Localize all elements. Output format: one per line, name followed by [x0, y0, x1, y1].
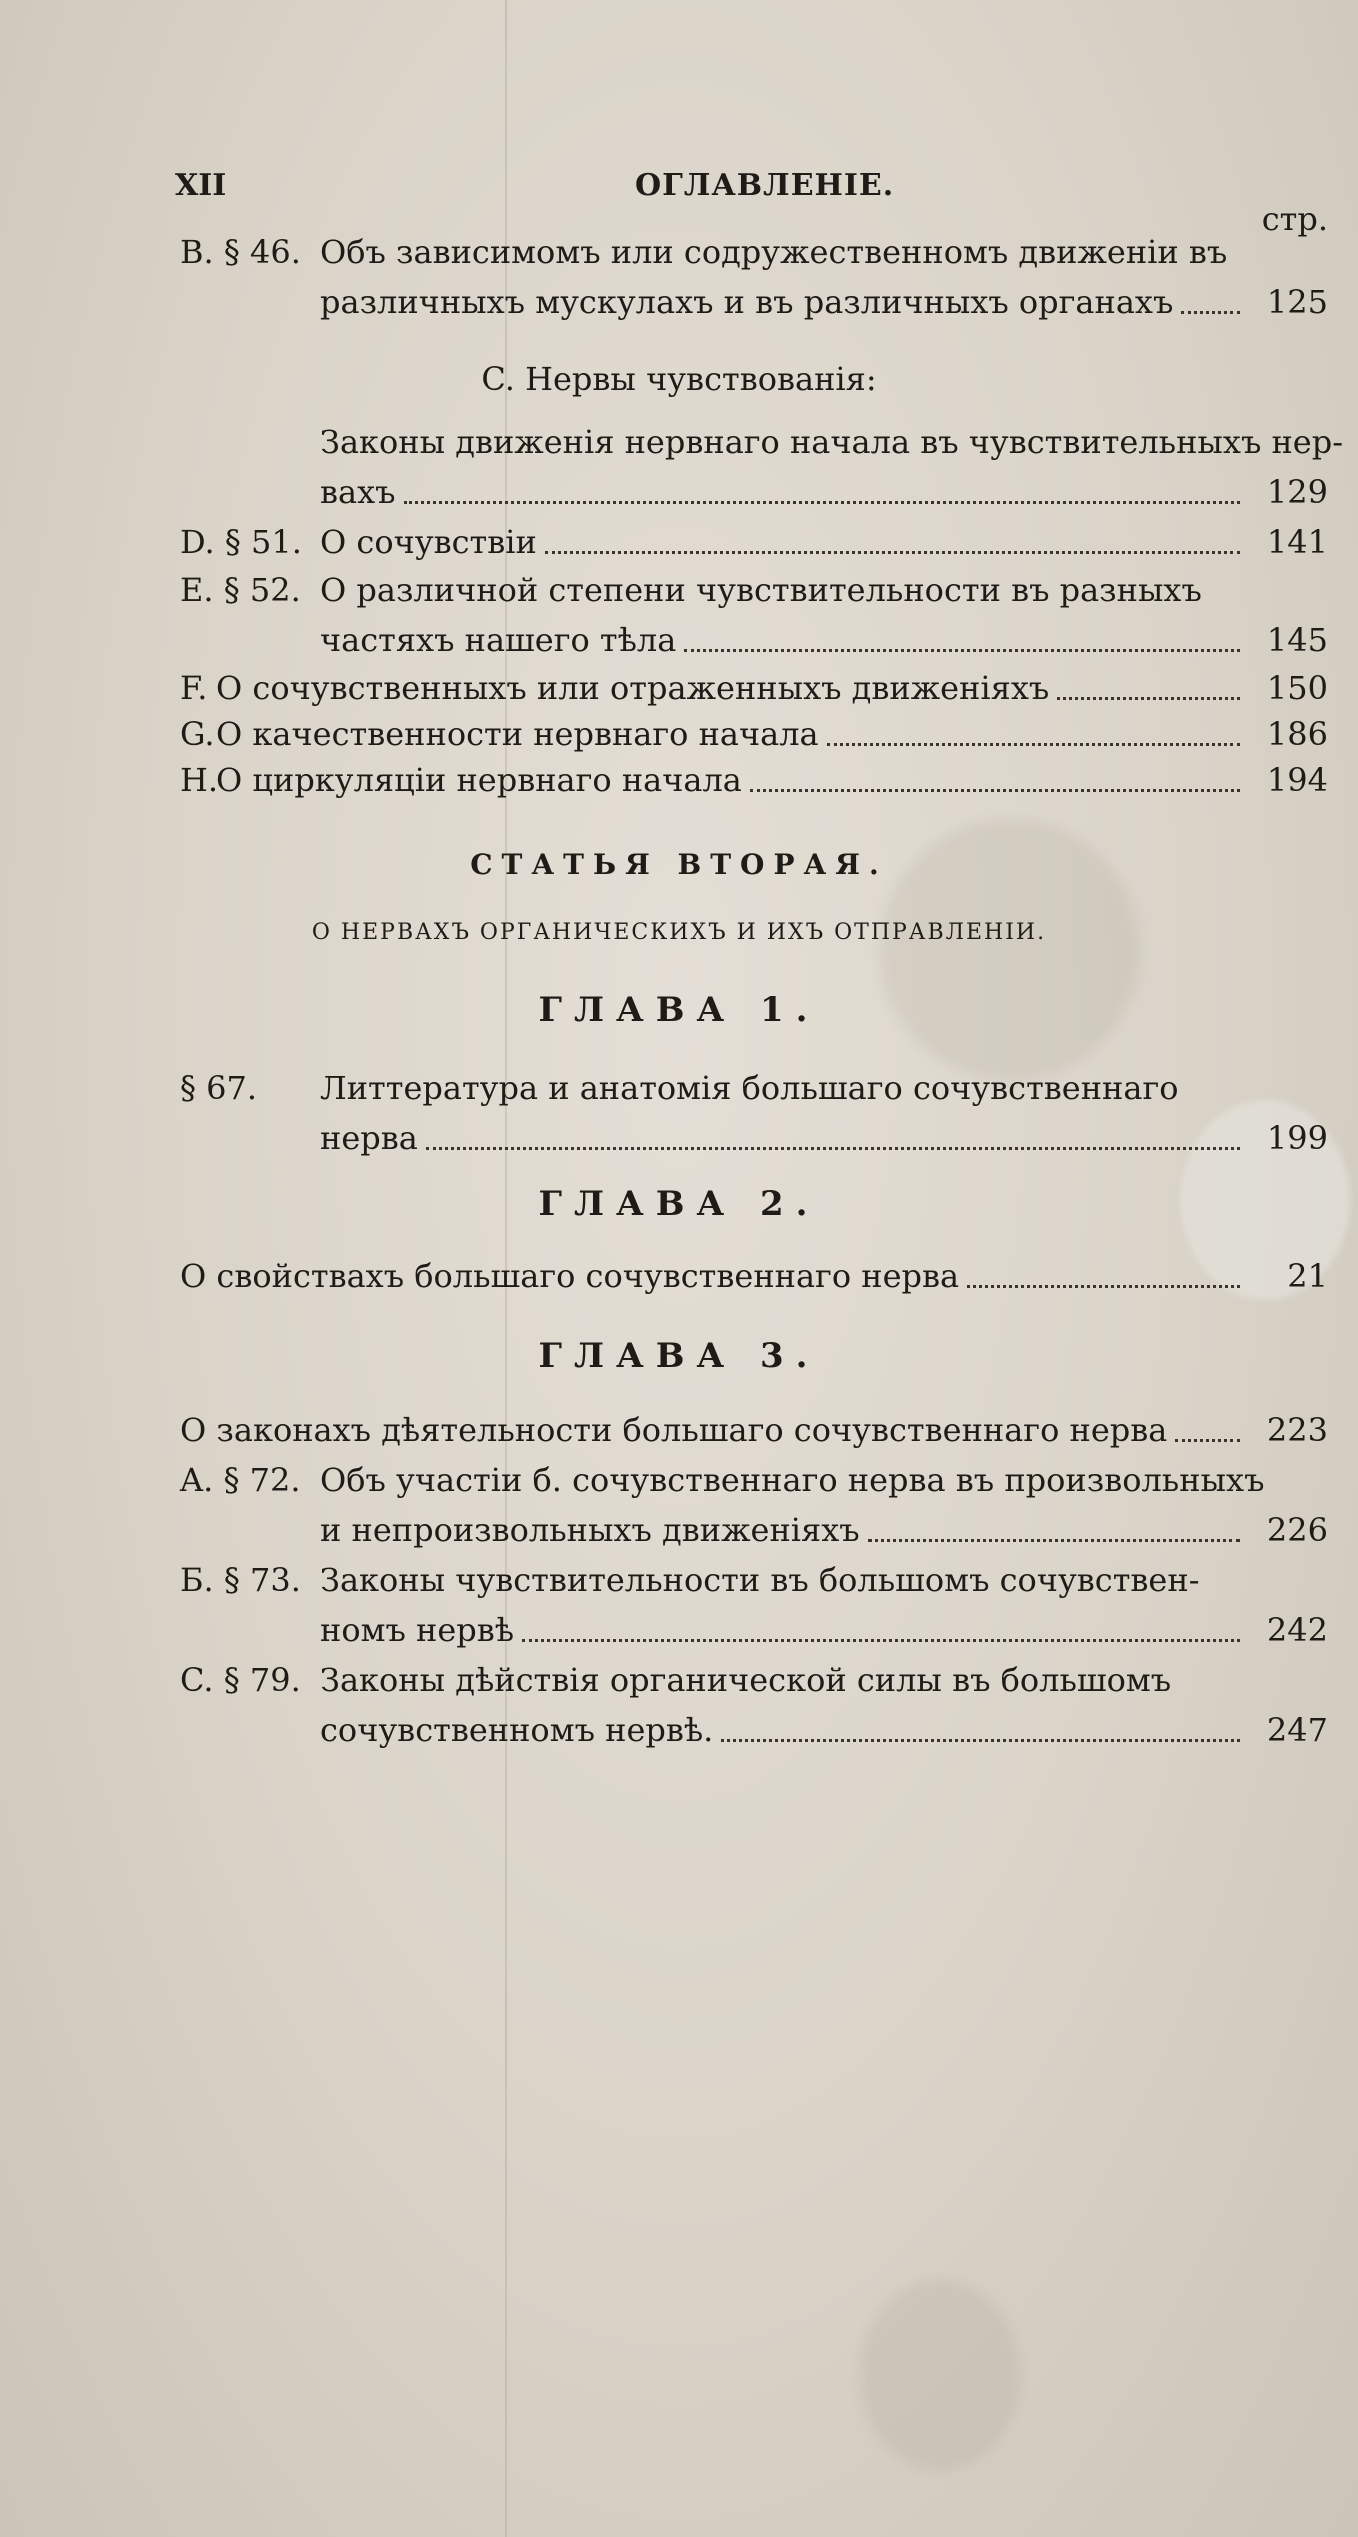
toc-entry: [180, 1066, 1328, 1110]
leader-dots: [750, 779, 1240, 792]
article-title: СТАТЬЯ ВТОРАЯ.: [470, 848, 888, 881]
toc-entry: [180, 758, 1328, 802]
chapter-heading: ГЛАВА 3.: [538, 1336, 820, 1376]
entry-title: Законы чувствительности въ большомъ сочувствен-: [320, 1561, 1200, 1599]
leader-dots: [1175, 1429, 1240, 1442]
toc-entry: [180, 568, 1328, 612]
toc-entry: [320, 420, 1344, 464]
entry-title: Законы дѣйствія органической силы въ большомъ: [320, 1661, 1172, 1699]
entry-title-cont: сочувственномъ нервѣ.: [320, 1711, 714, 1749]
toc-entry-continuation: [320, 280, 1328, 324]
leader-dots: [1181, 301, 1240, 314]
toc-entry: [180, 1254, 1328, 1298]
toc-entry-continuation: [320, 1116, 1328, 1160]
toc-entry: [180, 230, 1328, 274]
entry-label: Б. § 73.: [180, 1561, 301, 1599]
toc-entry: [180, 666, 1328, 710]
toc-entry-continuation: [320, 618, 1328, 662]
page-number: 141: [1266, 523, 1328, 561]
entry-title: О законахъ дѣятельности большаго сочувственнаго нерва: [180, 1411, 1168, 1449]
page-number: 242: [1266, 1611, 1328, 1649]
leader-dots: [967, 1275, 1240, 1288]
toc-entry-continuation: [320, 1608, 1328, 1652]
page-number: 199: [1266, 1119, 1328, 1157]
entry-title-cont: различныхъ мускулахъ и въ различныхъ органахъ: [320, 283, 1174, 321]
entry-title-cont: нерва: [320, 1119, 418, 1157]
page-column-label: стр.: [1261, 200, 1328, 238]
page-number: 194: [1266, 761, 1328, 799]
article-subtitle: О НЕРВАХЪ ОРГАНИЧЕСКИХЪ И ИХЪ ОТПРАВЛЕНІИ.: [311, 920, 1047, 945]
page-number: 129: [1266, 473, 1328, 511]
leader-dots: [827, 733, 1240, 746]
entry-label: H.: [180, 761, 219, 799]
leader-dots: [426, 1137, 1240, 1150]
page-header: [175, 168, 1335, 208]
entry-label: A. § 72.: [180, 1461, 301, 1499]
entry-title: Законы движенія нервнаго начала въ чувствительныхъ нер-: [320, 423, 1344, 461]
entry-label: D. § 51.: [180, 523, 302, 561]
leader-dots: [868, 1529, 1240, 1542]
entry-title: О различной степени чувствительности въ разныхъ: [320, 571, 1202, 609]
entry-title: О циркуляціи нервнаго начала: [216, 761, 742, 799]
toc-entry: [180, 1558, 1328, 1602]
toc-entry-continuation: [320, 1508, 1328, 1552]
running-title: ОГЛАВЛЕНІЕ.: [635, 168, 895, 203]
toc-entry: [180, 520, 1328, 564]
leader-dots: [522, 1629, 1240, 1642]
page-number: 150: [1266, 669, 1328, 707]
entry-title-cont: и непроизвольныхъ движеніяхъ: [320, 1511, 860, 1549]
page-number: 186: [1266, 715, 1328, 753]
leader-dots: [545, 541, 1240, 554]
page-number: 21: [1287, 1257, 1328, 1295]
entry-title-cont: частяхъ нашего тѣла: [320, 621, 677, 659]
page-number: 247: [1266, 1711, 1328, 1749]
page-number: 145: [1266, 621, 1328, 659]
toc-entry-continuation: [320, 470, 1328, 514]
entry-label: § 67.: [180, 1069, 258, 1107]
entry-title: Литтература и анатомія большаго сочувственнаго: [320, 1069, 1179, 1107]
folio-number: XII: [175, 168, 227, 203]
toc-entry-continuation: [320, 1708, 1328, 1752]
page-number: 226: [1266, 1511, 1328, 1549]
chapter-heading: ГЛАВА 1.: [538, 990, 820, 1030]
entry-label: E. § 52.: [180, 571, 301, 609]
entry-label: C. § 79.: [180, 1661, 301, 1699]
entry-title: О сочувствіи: [320, 523, 537, 561]
entry-title: Объ участіи б. сочувственнаго нерва въ произвольныхъ: [320, 1461, 1265, 1499]
entry-title: О свойствахъ большаго сочувственнаго нерва: [180, 1257, 960, 1295]
chapter-heading: ГЛАВА 2.: [538, 1184, 820, 1224]
toc-entry: [180, 712, 1328, 756]
leader-dots: [684, 639, 1240, 652]
page-number: 223: [1266, 1411, 1328, 1449]
paper-stain: [860, 2280, 1020, 2470]
leader-dots: [404, 491, 1241, 504]
entry-label: B. § 46.: [180, 233, 301, 271]
leader-dots: [721, 1729, 1240, 1742]
toc-entry: [180, 1658, 1328, 1702]
page-number: 125: [1266, 283, 1328, 321]
entry-title: Объ зависимомъ или содружественномъ движеніи въ: [320, 233, 1228, 271]
leader-dots: [1057, 687, 1240, 700]
toc-entry: [180, 1408, 1328, 1452]
entry-label: F.: [180, 669, 208, 707]
entry-title: О сочувственныхъ или отраженныхъ движеніяхъ: [216, 669, 1050, 707]
entry-title-cont: номъ нервѣ: [320, 1611, 515, 1649]
toc-entry: [180, 1458, 1328, 1502]
entry-title: О качественности нервнаго начала: [216, 715, 819, 753]
section-subheading: C. Нервы чувствованія:: [481, 360, 877, 398]
entry-label: G.: [180, 715, 215, 753]
entry-title-cont: вахъ: [320, 473, 396, 511]
